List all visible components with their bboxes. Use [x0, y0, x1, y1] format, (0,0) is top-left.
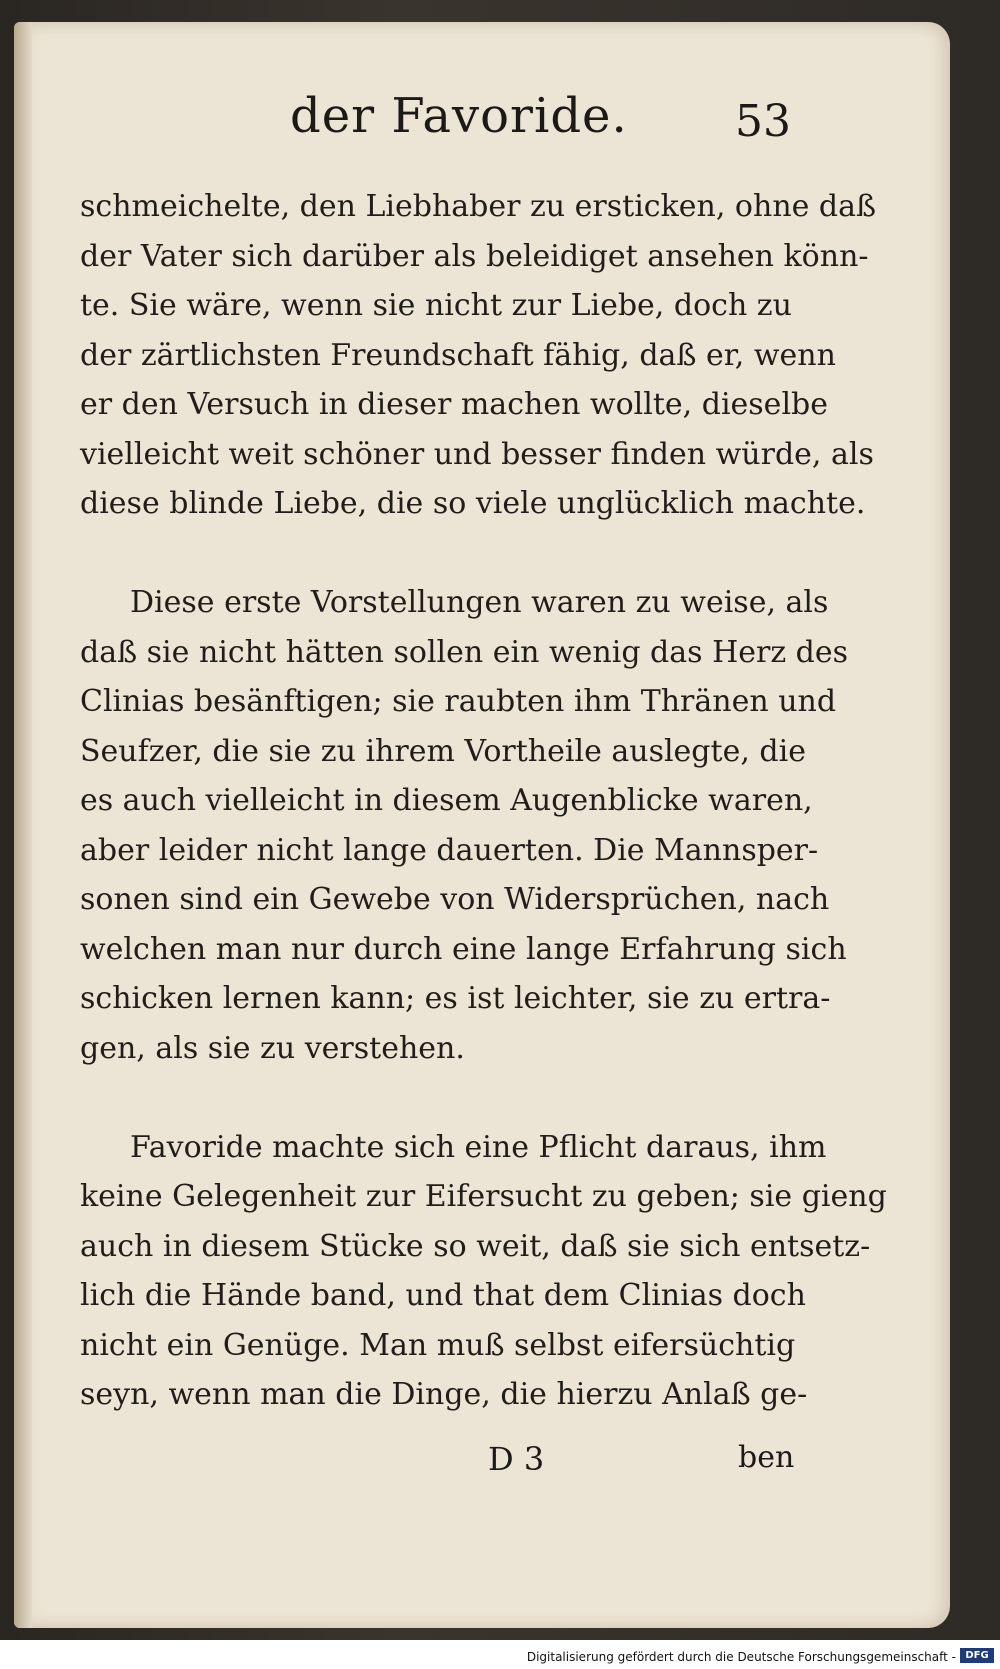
text-line: gen, als sie zu verstehen. — [80, 1030, 465, 1066]
footer-bar — [0, 1640, 1000, 1669]
page-gutter — [14, 22, 32, 1628]
text-line: daß sie nicht hätten sollen ein wenig das Herz des — [80, 634, 849, 670]
text-line: Diese erste Vorstellungen waren zu weise, als — [130, 585, 829, 620]
text-line: lich die Hände band, und that dem Clinias doch — [80, 1278, 806, 1313]
dfg-logo-icon: DFG — [960, 1648, 994, 1663]
text-line: Clinias besänftigen; sie raubten ihm Thränen und — [80, 684, 837, 719]
text-line: keine Gelegenheit zur Eifersucht zu geben; sie gieng — [80, 1179, 887, 1214]
text-line: er den Versuch in dieser machen wollte, dieselbe — [80, 387, 828, 422]
text-line: Seufzer, die sie zu ihrem Vortheile auslegte, die — [80, 733, 806, 769]
signature-mark: D 3 — [488, 1440, 545, 1478]
body-text — [80, 182, 887, 1469]
text-line: nicht ein Genüge. Man muß selbst eifersüchtig — [80, 1327, 796, 1363]
text-line: diese blinde Liebe, die so viele unglücklich machte. — [80, 486, 866, 521]
text-line: der Vater sich darüber als beleidiget ansehen könn- — [80, 238, 869, 274]
paragraph-1 — [80, 182, 877, 529]
funding-credit: Digitalisierung gefördert durch die Deutsche Forschungsgemeinschaft - — [526, 1650, 956, 1664]
text-line: aber leider nicht lange dauerten. Die Mannsper- — [80, 832, 819, 868]
text-line: seyn, wenn man die Dinge, die hierzu Anlaß ge- — [80, 1377, 808, 1412]
text-line: es auch vielleicht in diesem Augenblicke waren, — [80, 783, 813, 818]
text-line: auch in diesem Stücke so weit, daß sie sich entsetz- — [80, 1228, 871, 1264]
catchword: ben — [738, 1440, 795, 1475]
paragraph-3 — [80, 1123, 887, 1420]
text-line: Favoride machte sich eine Pflicht daraus, ihm — [130, 1129, 827, 1165]
running-head: der Favoride. — [290, 88, 628, 144]
text-line: sonen sind ein Gewebe von Widersprüchen, nach — [80, 882, 830, 917]
text-line: welchen man nur durch eine lange Erfahrung sich — [80, 931, 847, 967]
page-number: 53 — [735, 96, 791, 147]
text-line: der zärtlichsten Freundschaft fähig, daß er, wenn — [80, 337, 836, 373]
text-line: vielleicht weit schöner und besser finden würde, als — [80, 436, 874, 472]
text-line: schicken lernen kann; es ist leichter, sie zu ertra- — [80, 981, 831, 1016]
text-line: te. Sie wäre, wenn sie nicht zur Liebe, doch zu — [80, 288, 792, 323]
paragraph-2 — [80, 578, 849, 1073]
text-line: schmeichelte, den Liebhaber zu ersticken, ohne daß — [80, 189, 877, 224]
